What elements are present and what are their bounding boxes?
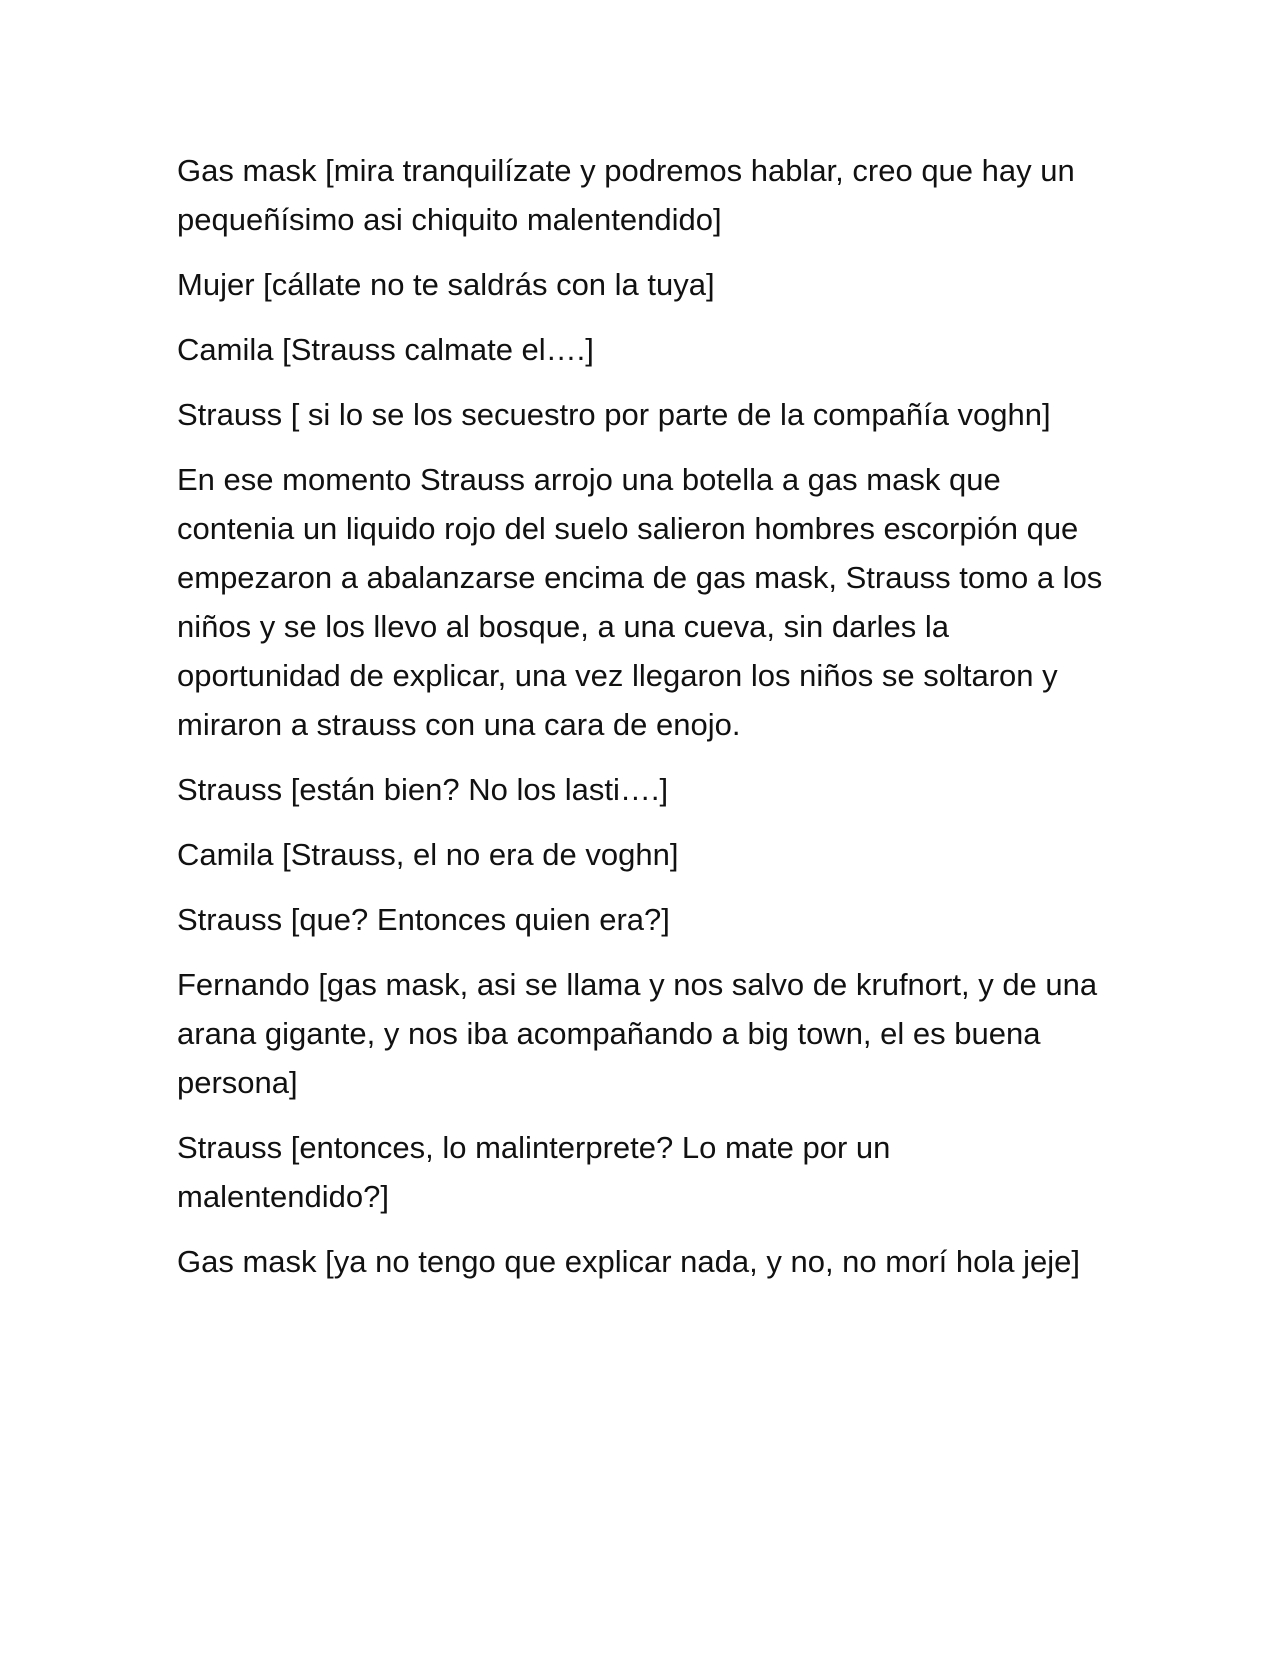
- document-body: [177, 146, 1107, 1302]
- paragraph-7: Camila [Strauss, el no era de voghn]: [177, 837, 679, 872]
- paragraph-4: Strauss [ si lo se los secuestro por parte de la compañía voghn]: [177, 397, 1051, 432]
- paragraph-5: En ese momento Strauss arrojo una botella a gas mask que contenia un liquido rojo del suelo salieron hombres escorpión que empezaron a abalanzarse encima de gas mask, Strauss tomo a los niños y se los llevo al bosque, a una cueva, sin darles la oportunidad de explicar, una vez llegaron los niños se soltaron y miraron a strauss con una cara de enojo.: [177, 462, 1103, 742]
- paragraph-6: Strauss [están bien? No los lasti….]: [177, 772, 669, 807]
- paragraph-11: Gas mask [ya no tengo que explicar nada, y no, no morí hola jeje]: [177, 1244, 1080, 1279]
- paragraph-9: Fernando [gas mask, asi se llama y nos salvo de krufnort, y de una arana gigante, y nos iba acompañando a big town, el es buena persona]: [177, 967, 1098, 1100]
- paragraph-3: Camila [Strauss calmate el….]: [177, 332, 594, 367]
- paragraph-2: Mujer [cállate no te saldrás con la tuya]: [177, 267, 715, 302]
- paragraph-10: Strauss [entonces, lo malinterprete? Lo mate por un malentendido?]: [177, 1130, 891, 1214]
- paragraph-1: Gas mask [mira tranquilízate y podremos hablar, creo que hay un pequeñísimo asi chiquito malentendido]: [177, 153, 1075, 237]
- paragraph-8: Strauss [que? Entonces quien era?]: [177, 902, 670, 937]
